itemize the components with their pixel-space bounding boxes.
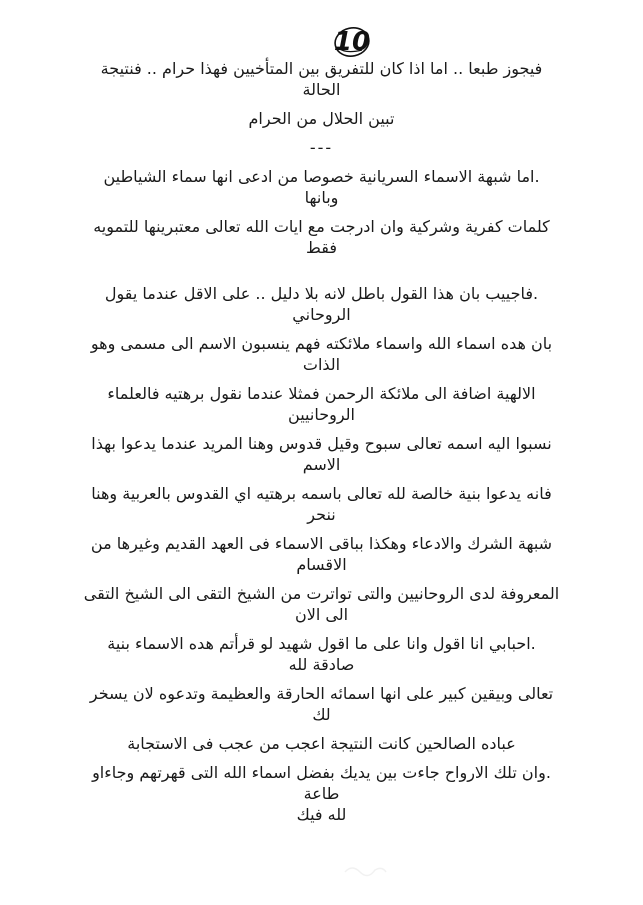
text-line: صادقة لله [288,655,355,674]
page-number [332,24,372,60]
text-line: الالهية اضافة الى ملائكة الرحمن فمثلا عندما نقول برهتيه فالعلماء [107,384,536,403]
text-line: نسبوا اليه اسمه تعالى سبوح وقيل قدوس وهنا المريد عندما يدعوا بهذا [91,434,552,453]
text-line: تعالى وبيقين كبير على انها اسمائه الحارقة والعظيمة وتدعوه لان يسخر [89,684,554,703]
section-separator: --- [309,138,334,157]
text-line: الى الان [294,605,349,624]
text-line: بان هده اسماء الله واسماء ملائكته فهم ينسبون الاسم الى مسمى وهو [90,334,553,353]
text-line: عباده الصالحين كانت النتيجة اعجب من عجب فى الاستجابة [127,734,516,753]
text-line: المعروفة لدى الروحانيين والتى تواترت من الشيخ التقى الى الشيخ التقى [83,584,560,603]
text-line: .احبابي انا اقول وانا على ما اقول شهيد لو قرأتم هده الاسماء بنية [107,634,536,653]
text-line: لله فيك [296,805,347,824]
text-line: وبانها [304,188,339,207]
text-line: الروحانيين [288,405,355,424]
text-line: الاسم [302,455,341,474]
page-number-text: 10 [333,27,371,57]
text-line: شبهة الشرك والادعاء وهكذا بباقى الاسماء فى العهد القديم وغيرها من [90,534,553,553]
text-line: .اما شبهة الاسماء السريانية خصوصا من ادعى انها سماء الشياطين [103,167,540,186]
text-line: .وان تلك الارواح جاءت بين يديك بفضل اسماء الله التى قهرتهم وجاءاو [92,763,551,782]
text-line: الاقسام [296,555,347,574]
text-line: فقط [306,238,337,257]
text-line: فانه يدعوا بنية خالصة لله تعالى باسمه برهتيه اي القدوس بالعربية وهنا [91,484,552,503]
faint-scribble-mark [340,860,390,880]
text-line: لك [312,705,331,724]
text-line: .فاجييب بان هذا القول باطل لانه بلا دليل .. على الاقل عندما يقول [104,284,539,303]
text-line: ننحر [307,505,336,524]
text-line: تبين الحلال من الحرام [248,109,395,128]
text-line: الروحاني [292,305,351,324]
text-line: طاعة [303,784,340,803]
body-text [40,58,603,825]
text-line: فيجوز طبعا .. اما اذا كان للتفريق بين المتأخيين فهذا حرام .. فنتيجة [100,59,543,78]
text-line: الذات [302,355,341,374]
text-line: كلمات كفرية وشركية وان ادرجت مع ايات الله تعالى معتبرينها للتمويه [93,217,550,236]
text-line: الحالة [302,80,341,99]
